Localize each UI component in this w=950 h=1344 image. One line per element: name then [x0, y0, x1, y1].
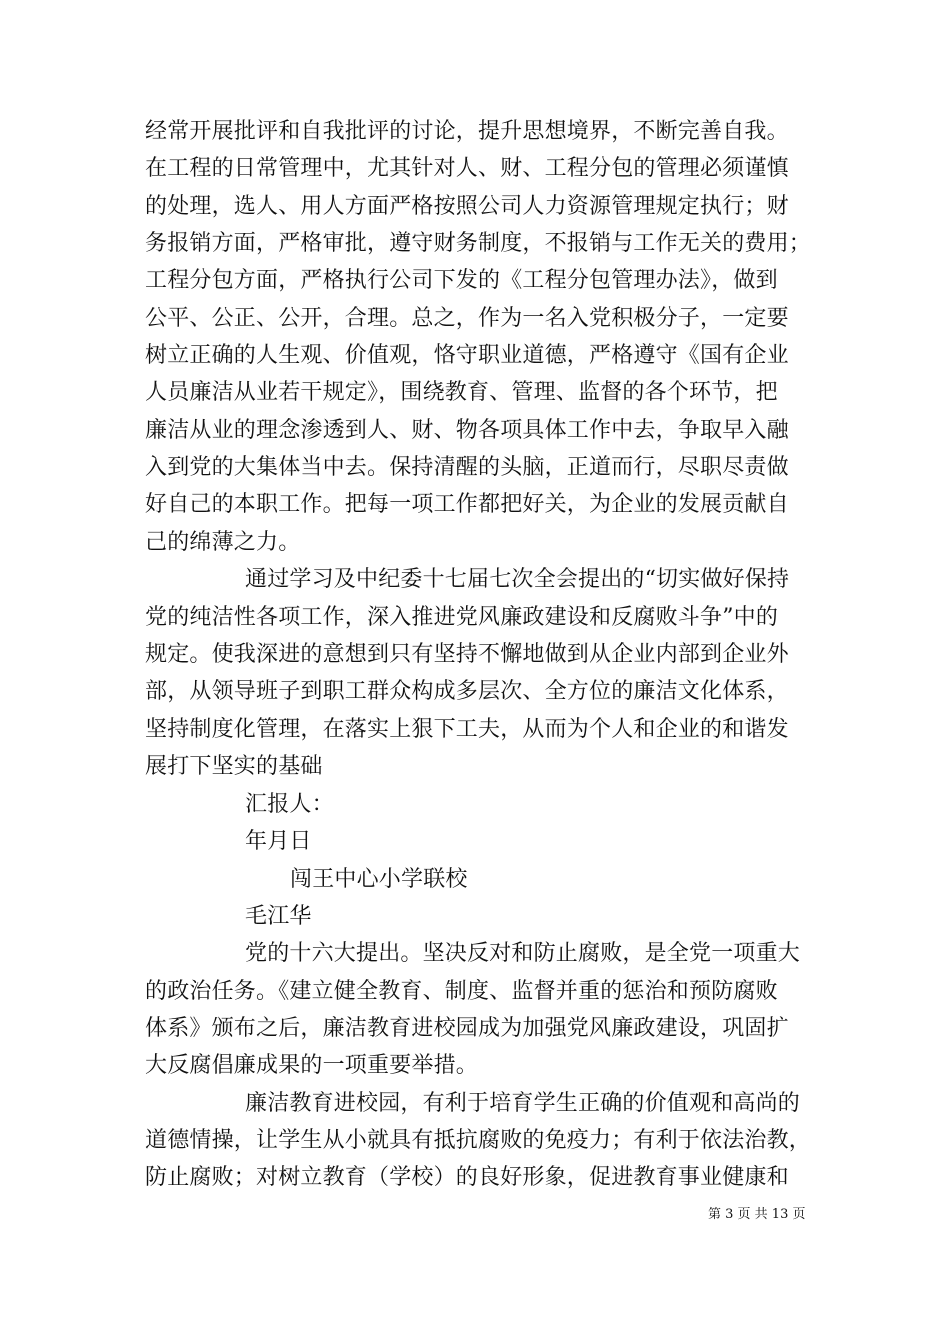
body-line: 道德情操，让学生从小就具有抵抗腐败的免疫力；有利于依法治教，	[145, 1128, 812, 1153]
paragraph-start-line: 党的十六大提出。坚决反对和防止腐败，是全党一项重大	[245, 941, 801, 966]
body-line: 树立正确的人生观、价值观，恪守职业道德，严格遵守《国有企业	[145, 343, 789, 368]
body-line: 务报销方面，严格审批，遵守财务制度，不报销与工作无关的费用；	[145, 231, 812, 256]
body-line: 己的绵薄之力。	[145, 530, 301, 555]
school-name: 闯王中心小学联校	[290, 867, 468, 892]
paragraph-start-line: 通过学习及中纪委十七届七次全会提出的“切实做好保持	[245, 567, 790, 592]
body-line: 在工程的日常管理中，尤其针对人、财、工程分包的管理必须谨慎	[145, 156, 789, 181]
body-line: 党的纯洁性各项工作，深入推进党风廉政建设和反腐败斗争”中的	[145, 605, 779, 630]
body-line: 入到党的大集体当中去。保持清醒的头脑，正道而行，尽职尽责做	[145, 455, 789, 480]
body-line: 的政治任务。《建立健全教育、制度、监督并重的惩治和预防腐败	[145, 979, 778, 1004]
body-line: 廉洁从业的理念渗透到人、财、物各项具体工作中去，争取早入融	[145, 418, 789, 443]
page-number-footer: 第 3 页 共 13 页	[708, 1207, 806, 1222]
body-line: 人员廉洁从业若干规定》，围绕教育、管理、监督的各个环节，把	[145, 380, 778, 405]
body-line: 大反腐倡廉成果的一项重要举措。	[145, 1053, 479, 1078]
date-label: 年月日	[245, 829, 312, 854]
body-line: 体系》颁布之后，廉洁教育进校园成为加强党风廉政建设，巩固扩	[145, 1016, 789, 1041]
author-name: 毛江华	[245, 904, 312, 929]
body-line: 坚持制度化管理，在落实上狠下工夫，从而为个人和企业的和谐发	[145, 717, 789, 742]
body-line: 规定。使我深进的意想到只有坚持不懈地做到从企业内部到企业外	[145, 642, 789, 667]
reporter-label: 汇报人：	[245, 792, 334, 817]
body-line: 工程分包方面，严格执行公司下发的《工程分包管理办法》，做到	[145, 268, 778, 293]
body-line: 部，从领导班子到职工群众构成多层次、全方位的廉洁文化体系，	[145, 679, 789, 704]
body-line: 公平、公正、公开，合理。总之，作为一名入党积极分子，一定要	[145, 306, 789, 331]
body-line: 的处理，选人、用人方面严格按照公司人力资源管理规定执行；财	[145, 194, 789, 219]
body-line: 好自己的本职工作。把每一项工作都把好关，为企业的发展贡献自	[145, 492, 789, 517]
paragraph-start-line: 廉洁教育进校园，有利于培育学生正确的价值观和高尚的	[245, 1091, 801, 1116]
body-line: 防止腐败；对树立教育（学校）的良好形象，促进教育事业健康和	[145, 1165, 789, 1190]
body-line: 经常开展批评和自我批评的讨论，提升思想境界，不断完善自我。	[145, 119, 789, 144]
body-line: 展打下坚实的基础	[145, 754, 323, 779]
